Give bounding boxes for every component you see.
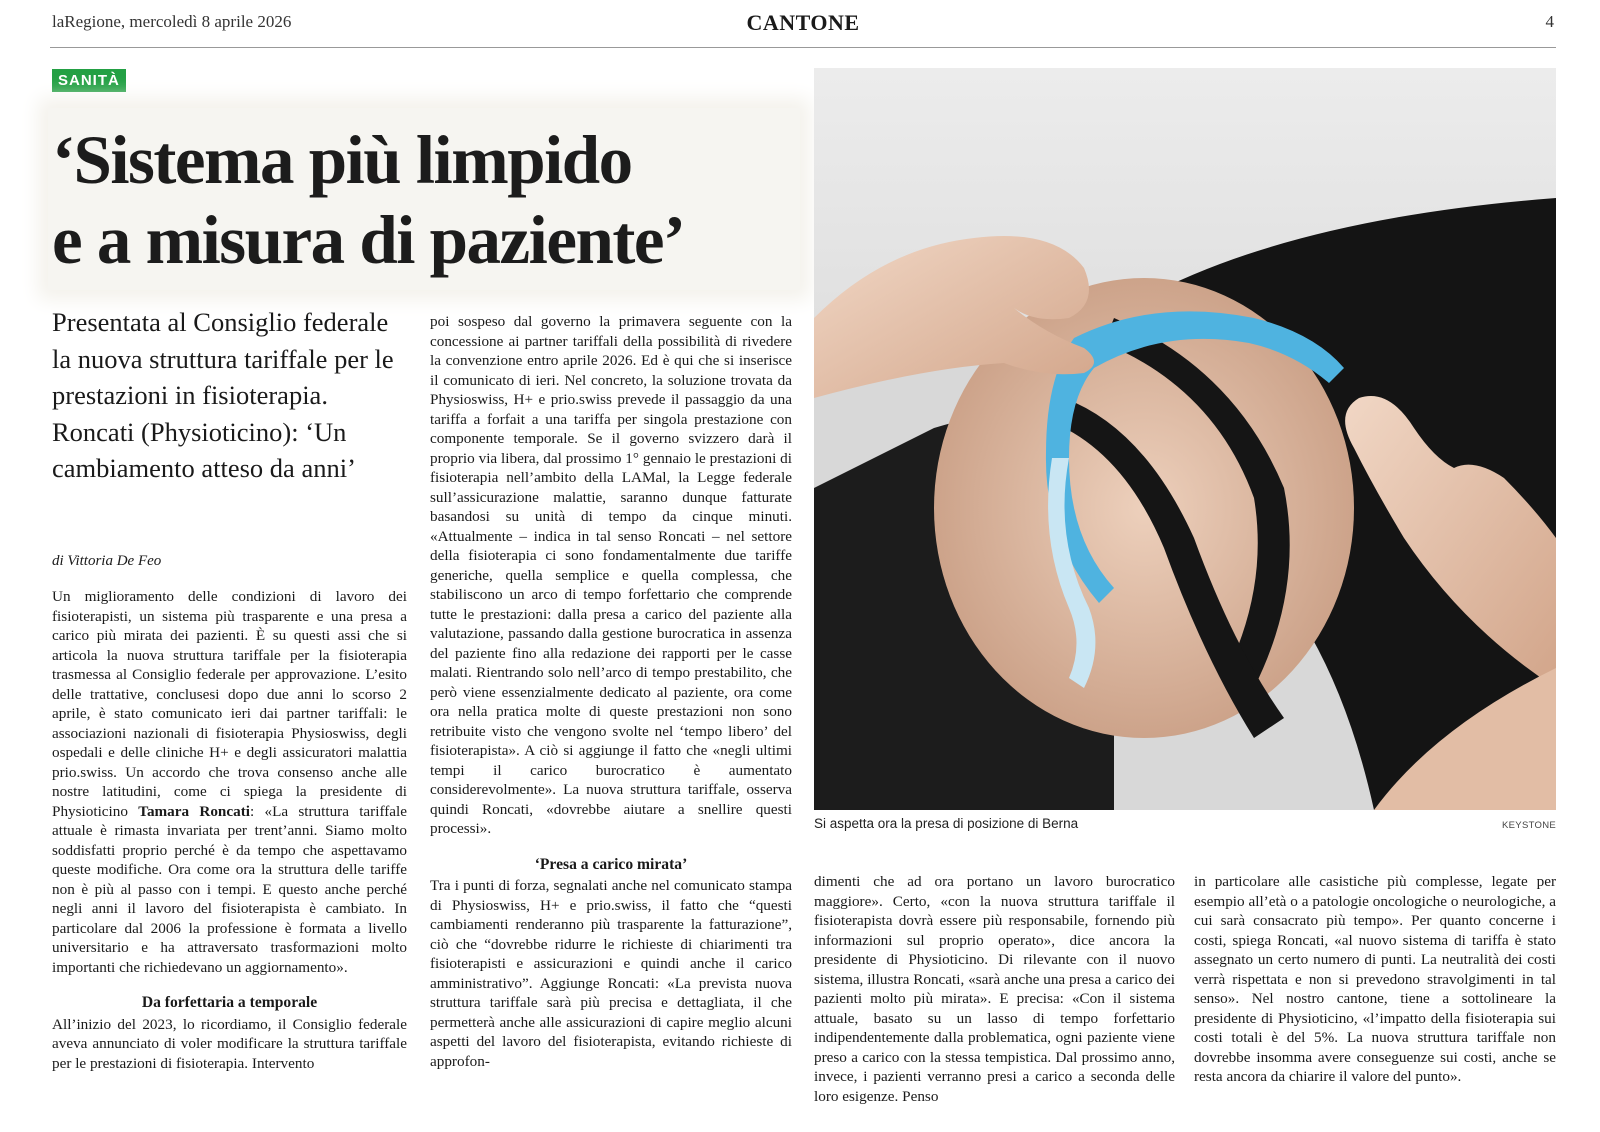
section-kicker: SANITÀ xyxy=(52,69,126,92)
paragraph: poi sospeso dal governo la primavera seguente con la concessione ai partner tariffali della possibilità di rivedere la convenzione entro aprile 2026. Ed è qui che si inserisce il comunicato di ieri. Nel concreto, la soluzione trovata da Physioswiss, H+ e prio.swiss prevede il passaggio da una tariffa a forfait a una tariffa per singola prestazione con componente temporale. Se il governo svizzero darà il proprio via libera, dal prossimo 1° gennaio le prestazioni di fisioterapia nell’ambito della LAMal, la Legge federale sull’assicurazione malattie, saranno dunque fatturate basandosi su unità di tempo da cinque minuti. «Attualmente – indica in tal senso Roncati – nel settore della fisioterapia ci sono fondamentalmente due tariffe generiche, quella semplice e quella complessa, che stabiliscono un arco di tempo forfettario che comprende tutte le prestazioni: dalla presa a carico del paziente alla valutazione, passando dalla gestione burocratica in assenza del paziente fino alla redazione dei rapporti per le casse malati. Rientrando solo nell’arco di tempo prestabilito, che però viene essenzialmente dedicato al paziente, ora come ora nella pratica molte di queste prestazioni non sono retribuite visto che vengono svolte nel ‘tempo libero’ del fisioterapista». A ciò si aggiunge il fatto che «negli ultimi tempi il carico burocratico è aumentato considerevolmente». La nuova struttura tariffale, osserva quindi Roncati, «dovrebbe aiutare a snellire questi processi». xyxy=(430,313,792,837)
paragraph: Tra i punti di forza, segnalati anche nel comunicato stampa di Physioswiss, H+ e prio.swiss, il fatto che “questi cambiamenti renderanno più trasparente la fatturazione”, ciò che “dovrebbe ridurre le richieste di chiarimenti tra fisioterapisti e assicurazioni e quindi anche il carico amministrativo”. Aggiunge Roncati: «La prevista nuova struttura tariffale sarà più precisa e dettagliata, il che permetterà anche alle assicurazioni di capire meglio alcuni aspetti del lavoro del fisioterapista, evitando richieste di approfon- xyxy=(430,877,792,1070)
headline-line-2: e a misura di paziente’ xyxy=(52,202,685,278)
paragraph: dimenti che ad ora portano un lavoro burocratico maggiore». Certo, «con la nuova struttura tariffale il fisioterapista dovrà essere più responsabile, fornendo più informazioni sul proprio operato», dice ancora la presidente di Physioticino. Di rilevante con il nuovo sistema, illustra Roncati, «sarà anche una presa a carico dei pazienti molto più mirata». E precisa: «Con il sistema attuale, basato su un lasso di tempo forfettario indipendentemente dalla problematica, ogni paziente viene preso a carico con la stessa tempistica. Dal prossimo anno, invece, i pazienti verranno presi a carico a seconda delle loro esigenze. Penso xyxy=(814,873,1175,1105)
publication-date: laRegione, mercoledì 8 aprile 2026 xyxy=(52,12,292,31)
text-column-2 xyxy=(430,312,792,1071)
interviewee-name: Tamara Roncati xyxy=(138,802,250,820)
text-column-1 xyxy=(52,587,407,1073)
knee-taping-illustration xyxy=(814,68,1556,810)
article-photo xyxy=(814,68,1556,810)
text-column-3 xyxy=(814,872,1175,1106)
page-header xyxy=(50,10,1556,48)
paragraph: Un miglioramento delle condizioni di lavoro dei fisioterapisti, un sistema più trasparente e una presa a carico più mirata dei pazienti. È su questi assi che si articola la nuova struttura tariffale per la fisioterapia trasmessa al Consiglio federale per approvazione. L’esito delle trattative, conclusesi dopo due anni lo scorso 2 aprile, è stato comunicato ieri dai partner tariffali: le associazioni nazionali di fisioterapia Physioswiss, degli ospedali e delle cliniche H+ e degli assicuratori malattia prio.swiss. Un accordo che trova consenso anche alle nostre latitudini, come ci spiega la presidente di Physioticino Tamara Roncati: «La struttura tariffale attuale è rimasta invariata per trent’anni. Siamo molto soddisfatti proprio perché è da tempo che aspettavamo queste modifiche. Ora come ora la struttura delle tariffe non è più al passo con i tempi. E questo anche perché negli anni il lavoro del fisioterapista è cambiato. In particolare dal 2006 la professione è formata a livello universitario e ha attraversato trasformazioni molto importanti che richiedevano un aggiornamento». xyxy=(52,588,407,976)
subheading: Da forfettaria a temporale xyxy=(141,994,318,1011)
headline xyxy=(52,120,812,280)
subheading: ‘Presa a carico mirata’ xyxy=(534,855,688,873)
headline-line-1: ‘Sistema più limpido xyxy=(52,122,632,198)
byline: di Vittoria De Feo xyxy=(52,553,162,569)
paragraph: All’inizio del 2023, lo ricordiamo, il Consiglio federale aveva annunciato di voler modificare la struttura tariffale per le prestazioni di fisioterapia. Intervento xyxy=(52,1015,407,1072)
photo-caption: Si aspetta ora la presa di posizione di Berna xyxy=(814,816,1079,831)
section-title: CANTONE xyxy=(746,10,860,35)
paragraph: in particolare alle casistiche più complesse, legate per esempio all’età o a patologie oncologiche o neurologiche, a cui sarà consacrato più tempo». Per quanto concerne i costi, spiega Roncati, «al nuovo sistema di tariffa è stato assegnato un certo numero di punti. La neutralità dei costi verrà rispettata e non si prevedono stravolgimenti in tal senso». Nel nostro cantone, tiene a sottolineare la presidente di Physioticino, «l’impatto della fisioterapia sui costi totali è del 5%. La nuova struttura tariffale non dovrebbe insomma avere conseguenze sui costi, anche se resta ancora da chiarire il valore del punto». xyxy=(1194,873,1556,1085)
photo-credit: KEYSTONE xyxy=(1502,820,1556,831)
article-deck: Presentata al Consiglio federale la nuova struttura tariffale per le prestazioni in fisioterapia. Roncati (Physioticino): ‘Un cambiamento atteso da anni’ xyxy=(52,307,394,484)
text-column-4 xyxy=(1194,872,1556,1087)
page-number: 4 xyxy=(1545,12,1554,31)
